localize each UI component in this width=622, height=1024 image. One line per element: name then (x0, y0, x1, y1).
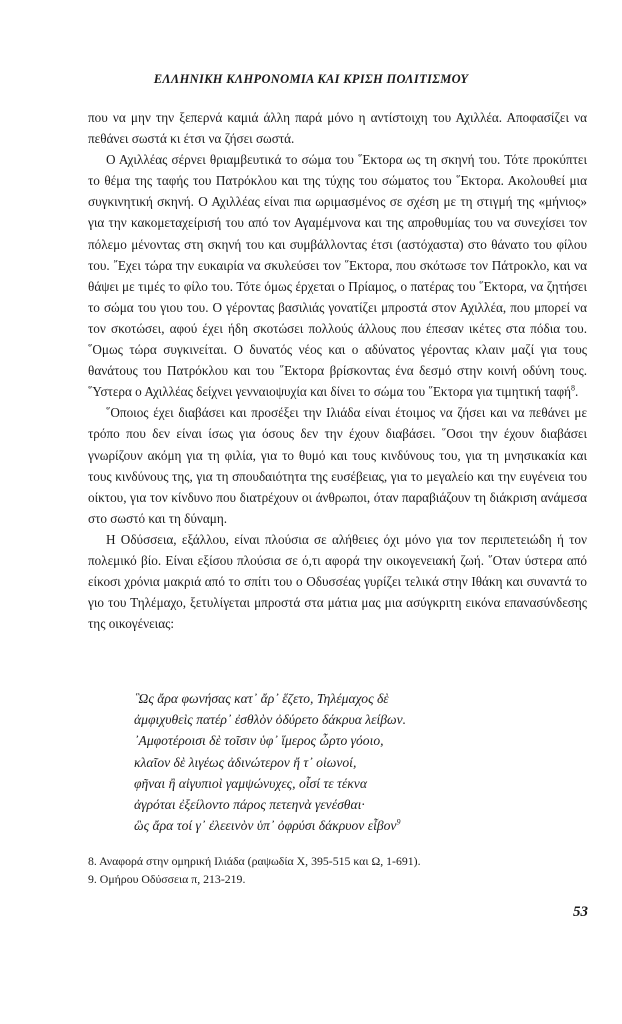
quote-line-last (134, 815, 554, 836)
main-text (88, 107, 587, 634)
footnote-8: 8. Αναφορά στην ομηρική Ιλιάδα (ραψωδία Χ, 395-515 και Ω, 1-691). (88, 854, 421, 868)
running-header: ΕΛΛΗΝΙΚΗ ΚΛΗΡΟΝΟΜΙΑ ΚΑΙ ΚΡΙΣΗ ΠΟΛΙΤΙΣΜΟΥ (153, 72, 469, 86)
odyssey-quotation (134, 688, 554, 836)
quote-line: ᾽Αμφοτέροισι δὲ τοῖσιν ὑφ᾽ ἵμερος ὦρτο γόοιο, (134, 733, 384, 749)
footnote-9: 9. Ομήρου Οδύσσεια π, 213-219. (88, 872, 246, 886)
quote-line: ἀγρόται ἐξείλοντο πάρος πετεηνὰ γενέσθαι· (134, 797, 365, 813)
footnotes (88, 852, 587, 888)
footnote-ref-8: 8 (571, 383, 576, 393)
paragraph-2-text: Ο Αχιλλέας σέρνει θριαμβευτικά το σώμα του ῞Εκτορα ως τη σκηνή του. Τότε προκύπτει το θέμα της ταφής του Πατρόκλου και της τύχης του σώματος του ῞Εκτορα. Ακολουθεί μια συγκινητική σκηνή. Ο Αχιλλέας είναι πια ωριμασμένος σε σχέση με τη στιγμή της «μήνιος» για την κακομεταχείρισή του από τον Αγαμέμνονα και της απροθυμίας του να συνεχίσει τον πόλεμο μένοντας στη σκηνή του και συμβάλλοντας έτσι (αστόχαστα) στο θάνατο του φίλου του. ῎Εχει τώρα την ευκαιρία να σκυλεύσει τον ῞Εκτορα, που σκότωσε τον Πάτροκλο, και να θάψει με τιμές το φίλο του. Τότε όμως έρχεται ο Πρίαμος, ο πατέρας του ῞Εκτορα, να ζητήσει το σώμα του γιου του. Ο γέροντας βασιλιάς γονατίζει μπροστά στον Αχιλλέα, που μπορεί να τον σκοτώσει, αφού έχει ήδη σκοτώσει πολλούς άλλους που έπεσαν ικέτες στα πόδια του. ῞Ομως τώρα συγκινείται. Ο δυνατός νέος και ο αδύνατος γέροντας κλαιν μαζί για τους θανάτους του Πατρόκλου και του ῞Εκτορα βρίσκοντας ένα δεσμό στην κοινή οδύνη τους. ῞Υστερα ο Αχιλλέας δείχνει γενναιοψυχία και δίνει το σώμα του ῞Εκτορα για τιμητική ταφή (88, 152, 587, 400)
quote-line: ἀμφιχυθεὶς πατέρ᾽ ἐσθλὸν ὀδύρετο δάκρυα λείβων. (134, 712, 407, 728)
quote-line-text: ὣς ἄρα τοί γ᾽ ἐλεεινὸν ὑπ᾽ ὀφρύσι δάκρυον εἶβον (134, 818, 397, 834)
quote-line: ῝Ως ἄρα φωνήσας κατ᾽ ἄρ᾽ ἕζετο, Τηλέμαχος δὲ (134, 691, 389, 706)
quote-line: φῆναι ἢ αἰγυπιοὶ γαμψώνυχες, οἷσί τε τέκνα (134, 775, 367, 791)
page-number: 53 (573, 904, 588, 920)
paragraph-1: που να μην την ξεπερνά καμιά άλλη παρά μόνο η αντίστοιχη του Αχιλλέα. Αποφασίζει να πεθάνει σωστά κι έτσι να ζήσει σωστά. (88, 110, 587, 147)
quote-line: κλαῖον δὲ λιγέως ἀδινώτερον ἤ τ᾽ οἰωνοί, (134, 754, 357, 770)
footnote-ref-9: 9 (396, 817, 401, 827)
paragraph-2: Ο Αχιλλέας σέρνει θριαμβευτικά το σώμα του ῞Εκτορα ως τη σκηνή του. Τότε προκύπτει το θέμα της ταφής του Πατρόκλου και της τύχης του σώματος του ῞Εκτορα. Ακολουθεί μια συγκινητική σκηνή. Ο Αχιλλέας είναι πια ωριμασμένος σε σχέση με τη στιγμή της «μήνιος» για την κακομεταχείρισή του από τον Αγαμέμνονα και της απροθυμίας του να συνεχίσει τον πόλεμο μένοντας στη σκηνή του και συμβάλλοντας έτσι (αστόχαστα) στο θάνατο του φίλου του. ῎Εχει τώρα την ευκαιρία να σκυλεύσει τον ῞Εκτορα, που σκότωσε τον Πάτροκλο, και να θάψει με τιμές το φίλο του. Τότε όμως έρχεται ο Πρίαμος, ο πατέρας του ῞Εκτορα, να ζητήσει το σώμα του γιου του. Ο γέροντας βασιλιάς γονατίζει μπροστά στον Αχιλλέα, που μπορεί να τον σκοτώσει, αφού έχει ήδη σκοτώσει πολλούς άλλους που έπεσαν ικέτες στα πόδια του. ῞Ομως τώρα συγκινείται. Ο δυνατός νέος και ο αδύνατος γέροντας κλαιν μαζί για τους θανάτους του Πατρόκλου και του ῞Εκτορα βρίσκοντας ένα δεσμό στην κοινή οδύνη τους. ῞Υστερα ο Αχιλλέας δείχνει γενναιοψυχία και δίνει το σώμα του ῞Εκτορα για τιμητική ταφή$^8$. (88, 152, 587, 400)
paragraph-4: Η Οδύσσεια, εξάλλου, είναι πλούσια σε αλήθειες όχι μόνο για τον περιπετειώδη ή τον πολεμικό βίο. Είναι εξίσου πλούσια σε ό,τι αφορά την οικογενειακή ζωή. ῞Οταν ύστερα από είκοσι χρόνια μακριά από το σπίτι του ο Οδυσσέας γυρίζει τελικά στην Ιθάκη και συναντά το γιο του Τηλέμαχο, ξετυλίγεται μπροστά στα μάτια μας μια ασύγκριτη εικόνα επανασύνδεσης της οικογένειας: (88, 531, 587, 632)
paragraph-3: ῞Οποιος έχει διαβάσει και προσέξει την Ιλιάδα είναι έτοιμος να ζήσει και να πεθάνει με τρόπο που δεν είναι ίσως για όσους δεν την έχουν διαβάσει. ῞Οσοι την έχουν διαβάσει γνωρίζουν ακόμη για τη φιλία, για το θυμό και τους κινδύνους του, για τη μνησικακία και τους κινδύνους της, για τη σπουδαιότητα της ευσέβειας, για το μεγαλείο και την ευγένεια του οίκτου, για τον κίνδυνο που διατρέχουν οι άνθρωποι, όταν παραβιάζουν τη διάκριση ανάμεσα στο σωστό και τη δύναμη. (88, 405, 587, 526)
